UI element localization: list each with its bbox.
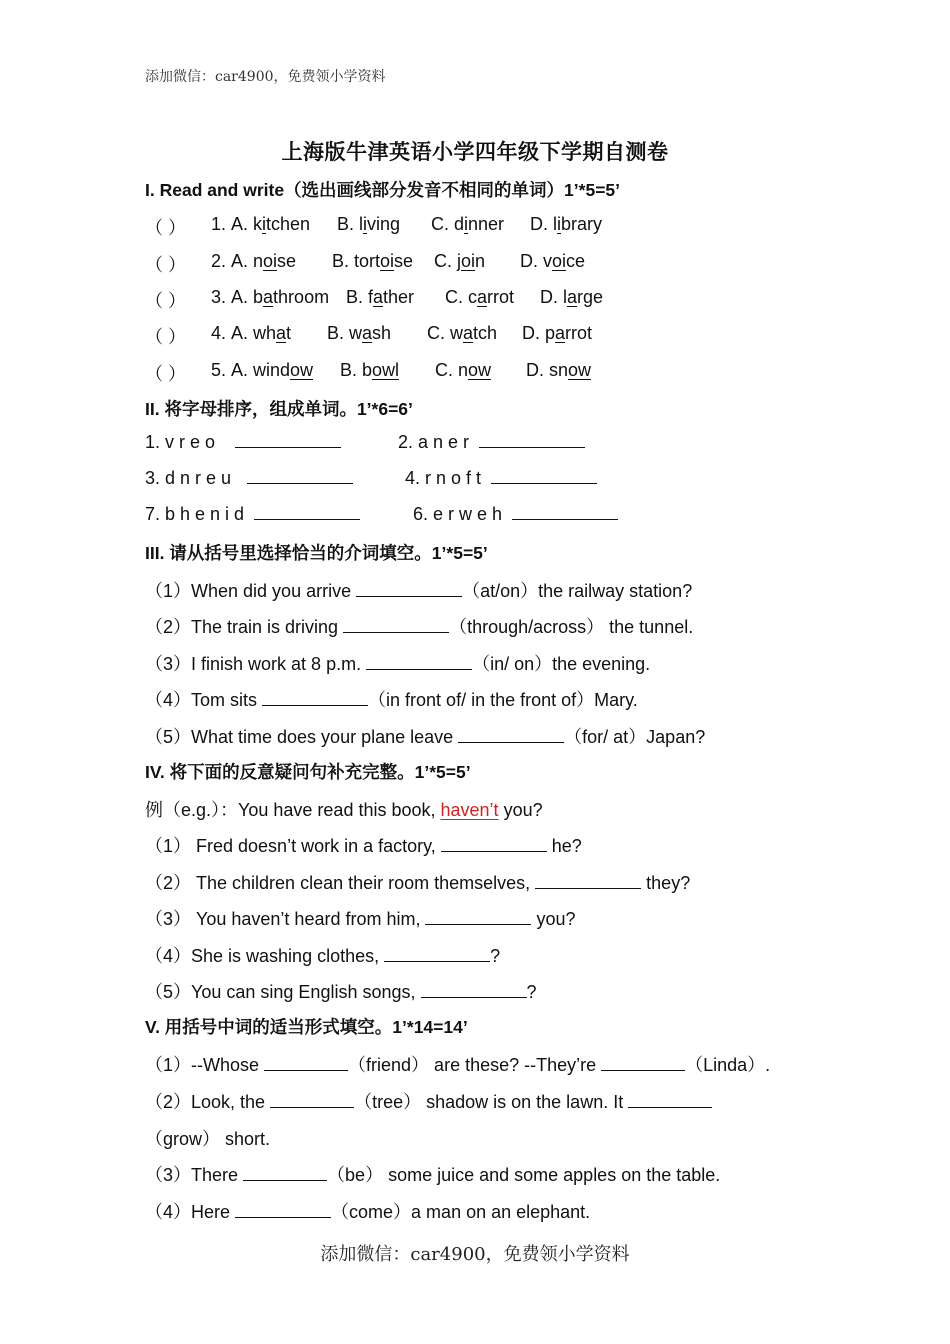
- word-form-item: （4）Here （come）a man on an elephant.: [145, 1202, 591, 1222]
- underlined-letters: oi: [380, 251, 395, 271]
- preposition-item: （1）When did you arrive （at/on）the railway station?: [145, 581, 693, 601]
- answer-paren: （ ）: [145, 255, 187, 275]
- underlined-letters: i: [262, 214, 267, 234]
- underlined-letters: i: [464, 214, 469, 234]
- section-2-heading: II. 将字母排序，组成单词。1’*6=6’: [145, 399, 413, 419]
- underlined-letters: ow: [568, 360, 592, 380]
- scramble-item: 2. a n e r: [398, 432, 585, 453]
- question-number: 2.: [211, 251, 227, 271]
- word-form-item-continued: （grow） short.: [145, 1129, 271, 1149]
- answer-paren: （ ）: [145, 364, 187, 384]
- question-number: 4.: [211, 323, 227, 343]
- choice-option: D. parrot: [522, 323, 593, 343]
- word-form-item: （1）--Whose （friend） are these? --They’re （Linda）.: [145, 1055, 771, 1075]
- choice-option: B. living: [337, 214, 401, 234]
- choice-option: B. wash: [327, 323, 392, 343]
- example-line: 例（e.g.）：You have read this book, haven’t you?: [145, 800, 543, 820]
- word-form-item: （2）Look, the （tree） shadow is on the lawn. It: [145, 1088, 712, 1114]
- question-number: 3.: [211, 287, 227, 307]
- choice-option: A. kitchen: [231, 214, 311, 234]
- underlined-letters: a: [567, 287, 578, 307]
- underlined-letters: a: [373, 287, 384, 307]
- preposition-item: （3）I finish work at 8 p.m. （in/ on）the evening.: [145, 654, 651, 674]
- tag-question-item: （2） The children clean their room themselves, they?: [145, 873, 691, 893]
- section-4-heading: IV. 将下面的反意疑问句补充完整。1’*5=5’: [145, 762, 471, 782]
- choice-option: B. tortoise: [332, 251, 414, 271]
- tag-question-item: （5）You can sing English songs, ?: [145, 982, 537, 1002]
- choice-option: C. watch: [427, 323, 498, 343]
- question-number: 5.: [211, 360, 227, 380]
- question-number: 1.: [211, 214, 227, 234]
- underlined-letters: ow: [290, 360, 314, 380]
- underlined-letters: oi: [263, 251, 278, 271]
- section-3-heading: III. 请从括号里选择恰当的介词填空。1’*5=5’: [145, 543, 488, 563]
- scramble-item: 7. b h e n i d: [145, 504, 360, 525]
- word-form-item: （3）There （be） some juice and some apples on the table.: [145, 1165, 721, 1185]
- tag-question-item: （1） Fred doesn’t work in a factory, he?: [145, 836, 582, 856]
- scramble-item: 1. v r e o: [145, 432, 341, 453]
- choice-option: A. noise: [231, 251, 297, 271]
- footer-watermark: 添加微信：car4900，免费领小学资料: [320, 1244, 630, 1265]
- preposition-item: （4）Tom sits （in front of/ in the front of）Mary.: [145, 690, 638, 710]
- underlined-letters: a: [463, 323, 474, 343]
- underlined-letters: i: [363, 214, 368, 234]
- underlined-letters: oi: [461, 251, 476, 271]
- choice-option: A. window: [231, 360, 314, 380]
- example-answer: haven’t: [440, 800, 499, 820]
- underlined-letters: ow: [468, 360, 492, 380]
- tag-question-item: （3） You haven’t heard from him, you?: [145, 909, 576, 929]
- underlined-letters: i: [557, 214, 561, 234]
- choice-option: B. father: [346, 287, 415, 307]
- choice-option: A. bathroom: [231, 287, 330, 307]
- section-5-heading: V. 用括号中词的适当形式填空。1’*14=14’: [145, 1017, 468, 1037]
- underlined-letters: a: [276, 323, 287, 343]
- underlined-letters: a: [555, 323, 566, 343]
- choice-option: C. now: [435, 360, 492, 380]
- underlined-letters: a: [263, 287, 274, 307]
- choice-option: D. voice: [520, 251, 586, 271]
- tag-question-item: （4）She is washing clothes, ?: [145, 946, 501, 966]
- scramble-item: 6. e r w e h: [413, 504, 618, 525]
- choice-option: A. what: [231, 323, 292, 343]
- choice-option: D. large: [540, 287, 604, 307]
- choice-option: C. join: [434, 251, 486, 271]
- header-watermark: 添加微信：car4900，免费领小学资料: [145, 69, 386, 85]
- scramble-item: 3. d n r e u: [145, 468, 353, 489]
- answer-paren: （ ）: [145, 218, 187, 238]
- answer-paren: （ ）: [145, 327, 187, 347]
- choice-option: C. carrot: [445, 287, 515, 307]
- choice-option: D. snow: [526, 360, 592, 380]
- choice-option: B. bowl: [340, 360, 400, 380]
- underlined-letters: a: [362, 323, 373, 343]
- underlined-letters: a: [477, 287, 488, 307]
- choice-option: C. dinner: [431, 214, 505, 234]
- page-title: 上海版牛津英语小学四年级下学期自测卷: [281, 139, 669, 164]
- scramble-item: 4. r n o f t: [405, 468, 597, 489]
- preposition-item: （5）What time does your plane leave （for/ at）Japan?: [145, 727, 706, 747]
- choice-option: D. library: [530, 214, 603, 234]
- underlined-letters: oi: [552, 251, 567, 271]
- preposition-item: （2）The train is driving （through/across） the tunnel.: [145, 617, 694, 637]
- answer-paren: （ ）: [145, 291, 187, 311]
- underlined-letters: owl: [372, 360, 400, 380]
- section-1-heading: I. Read and write（选出画线部分发音不相同的单词）1’*5=5’: [145, 180, 621, 200]
